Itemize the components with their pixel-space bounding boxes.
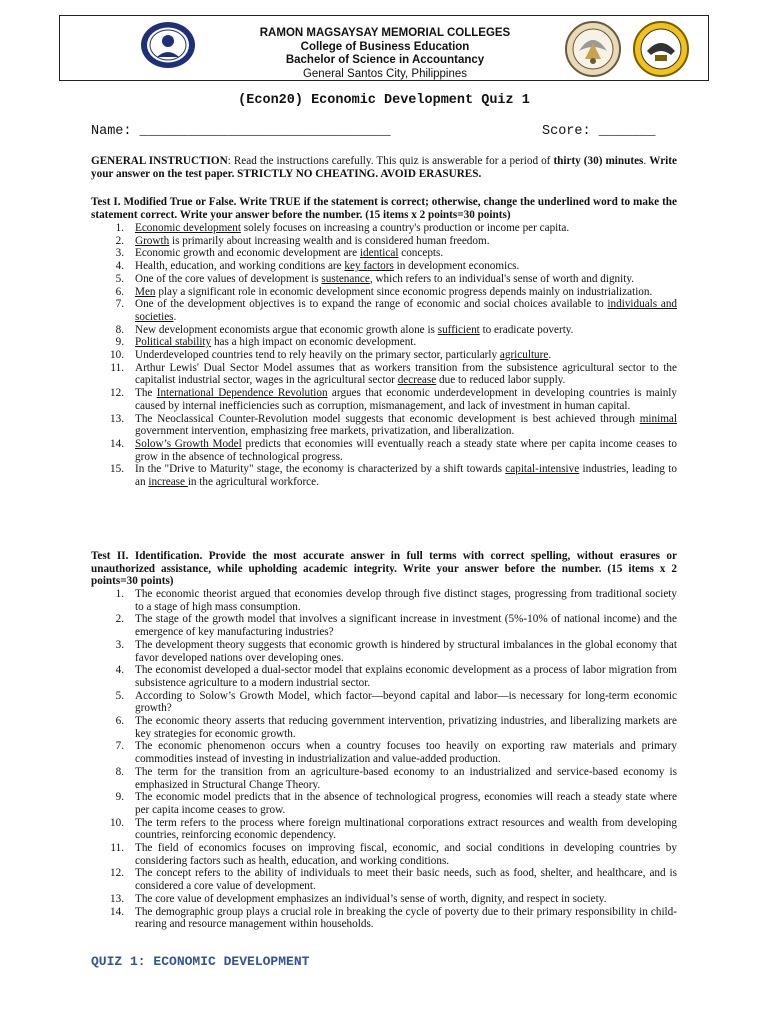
item-text: has a high impact on economic development. (211, 336, 417, 349)
item-text: The economic model predicts that in the absence of technological progress, economies will reach a steady state where per capita income ceases to grow. (135, 791, 677, 816)
test2-item (91, 867, 677, 892)
item-text: concepts. (398, 247, 444, 260)
program-name: Bachelor of Science in Accountancy (285, 54, 485, 66)
underlined-term: sufficient (437, 323, 480, 336)
letterhead-text (230, 27, 540, 81)
test2-item (91, 842, 677, 867)
business-education-seal-icon (629, 21, 693, 77)
name-score-line (91, 124, 681, 139)
item-text: One of the core values of development is (135, 272, 322, 285)
test1-item (91, 260, 677, 273)
letterhead (59, 15, 709, 81)
item-text: . (173, 310, 177, 323)
item-number: 15. (110, 463, 124, 476)
item-number: 9. (115, 791, 124, 804)
item-text: The concept refers to the ability of individuals to meet their basic needs, such as food, shelter, and healthcare, and is considered a core value of development. (135, 867, 677, 893)
item-text: argues that economic underdevelopment in developing countries is mainly caused by internal inefficiencies such as corruption, mismanagement, and lack of investment in human capital. (135, 387, 677, 412)
item-number: 8. (115, 323, 124, 336)
item-text: The economic theorist argued that economies develop through five distinct stages, progressing from traditional society to a stage of high mass consumption. (135, 588, 677, 613)
item-number: 6. (115, 715, 124, 728)
item-number: 6. (115, 285, 124, 298)
test2-item (91, 588, 677, 613)
item-text: solely focuses on increasing a country's production or income per capita. (240, 222, 570, 234)
item-number: 7. (115, 740, 124, 753)
item-number: 12. (110, 867, 124, 880)
item-text: The economic theory asserts that reducing government intervention, privatizing industries, and liberalizing markets are key strategies for economic growth. (135, 715, 677, 740)
test1-item (91, 387, 677, 412)
item-text: The core value of development emphasizes an individual’s sense of worth, dignity, and respect in society. (135, 892, 607, 905)
instruction-sep: . (643, 155, 650, 167)
item-text: One of the development objectives is to expand the range of economic and social choices available to (135, 298, 608, 311)
test1-item (91, 222, 677, 235)
item-number: 14. (110, 905, 124, 918)
item-text: Arthur Lewis' Dual Sector Model assumes that as workers transition from the subsistence agricultural sector to the capitalist industrial sector, wages in the agricultural sector (135, 361, 677, 387)
item-number: 3. (115, 638, 124, 651)
item-number: 9. (115, 336, 124, 349)
underlined-term: identical (359, 247, 399, 260)
test2-item (91, 906, 677, 931)
item-text: According to Solow’s Growth Model, which factor—beyond capital and labor—is necessary for long-term economic growth? (135, 689, 677, 715)
test2-item (91, 791, 677, 816)
item-text: In the "Drive to Maturity" stage, the economy is characterized by a shift towards (135, 463, 506, 476)
item-text: in the agricultural workforce. (187, 476, 319, 489)
item-text: industries, leading to an (135, 463, 677, 489)
item-number: 10. (110, 816, 124, 829)
item-number: 8. (115, 765, 124, 778)
item-text: The stage of the growth model that involves a significant increase in investment (5%-10% of national income) and the emergence of key manufacturing industries? (135, 613, 677, 639)
college-seal-icon (140, 21, 196, 69)
test2-item (91, 639, 677, 664)
score-field[interactable]: Score: _______ (542, 124, 656, 139)
test2-item (91, 766, 677, 791)
item-number: 13. (110, 412, 124, 425)
underlined-term: Political stability (135, 336, 212, 349)
underlined-term: capital-intensive (505, 463, 580, 476)
item-text: . (548, 349, 552, 362)
test1-heading: Test I. Modified True or False. Write TRUE if the statement is correct; otherwise, change the underlined word to make the statement correct. Write your answer before the number. (15 items x 2 points=30 points) (91, 196, 677, 221)
item-text: The economist developed a dual-sector model that explains economic development as a process of labor migration from subsistence agriculture to a modern industrial sector. (135, 664, 677, 689)
item-number: 1. (115, 588, 124, 600)
footer-title: QUIZ 1: ECONOMIC DEVELOPMENT (91, 954, 310, 969)
item-text: The (135, 387, 157, 400)
test2-item (91, 817, 677, 842)
item-text: Underdeveloped countries tend to rely heavily on the primary sector, particularly (135, 349, 500, 362)
test2-heading: Test II. Identification. Provide the most accurate answer in full terms with correct spelling, without erasures or unauthorized assistance, while upholding academic integrity. Write your answer before the number. (15 items x 2 points=30 points) (91, 550, 677, 588)
test2-item (91, 613, 677, 638)
underlined-term: International Dependence Revolution (156, 387, 328, 400)
underlined-term: sustenance (321, 272, 370, 285)
test1-item (91, 273, 677, 286)
accountancy-seal-icon (563, 21, 623, 77)
name-field[interactable]: Name: _______________________________ (91, 124, 391, 139)
college-name: College of Business Education (300, 40, 470, 53)
test2-item (91, 715, 677, 740)
item-number: 5. (115, 272, 124, 285)
item-number: 2. (115, 234, 124, 247)
test1-item (91, 247, 677, 260)
underlined-term: increase (148, 476, 188, 489)
item-text: Health, education, and working conditions are (135, 260, 345, 273)
item-text: is primarily about increasing wealth and is considered human freedom. (169, 234, 490, 247)
general-instruction (91, 155, 677, 180)
test1-item (91, 336, 677, 349)
item-text: due to reduced labor supply. (436, 374, 566, 387)
item-text: The field of economics focuses on improving fiscal, economic, and social conditions in developing countries by considering factors such as health, education, and working conditions. (135, 842, 677, 867)
item-text: The term for the transition from an agriculture-based economy to an industrialized and service-based economy is emphasized in Structural Change Theory. (135, 765, 677, 791)
item-number: 4. (115, 664, 124, 677)
item-number: 7. (115, 298, 124, 311)
test2-item (91, 893, 677, 906)
item-text: to eradicate poverty. (479, 323, 574, 336)
item-number: 11. (110, 361, 124, 374)
item-text: The economic phenomenon occurs when a country focuses too heavily on exporting raw materials and primary commodities instead of investing in industrialization and value-added production. (135, 740, 677, 766)
quiz-title: (Econ20) Economic Development Quiz 1 (238, 93, 530, 108)
test2-item (91, 664, 677, 689)
item-number: 14. (110, 437, 124, 450)
item-text: New development economists argue that economic growth alone is (135, 323, 438, 336)
item-text: play a significant role in economic development since economic progress depends mainly on industrialization. (155, 285, 653, 298)
school-location: General Santos City, Philippines (302, 67, 468, 80)
underlined-term: decrease (397, 374, 437, 387)
item-number: 12. (110, 387, 124, 400)
instruction-rules: Write your answer on the test paper. STRICTLY NO CHEATING. AVOID ERASURES. (91, 155, 677, 180)
test1-item (91, 349, 677, 362)
test1-item (91, 362, 677, 387)
item-text: , which refers to an individual's sense of worth and dignity. (369, 272, 635, 285)
item-text: The Neoclassical Counter-Revolution model suggests that economic development is best achieved through (135, 412, 640, 425)
test1-items (91, 222, 677, 489)
item-text: The term refers to the process where foreign multinational corporations extract resources and wealth from developing countries, reinforcing economic dependency. (135, 816, 677, 842)
school-name: RAMON MAGSAYSAY MEMORIAL COLLEGES (259, 27, 511, 39)
test1-item (91, 298, 677, 323)
item-text: The development theory suggests that economic growth is hindered by structural imbalances in the global economy that favor developed nations over developing ones. (135, 638, 677, 664)
test1-item (91, 235, 677, 248)
item-number: 11. (110, 842, 124, 855)
underlined-term: Men (135, 285, 156, 298)
test1-item (91, 438, 677, 463)
item-number: 4. (115, 260, 124, 273)
instruction-time: thirty (30) minutes (553, 155, 644, 167)
item-text: Economic growth and economic development are (135, 247, 360, 260)
test1-item (91, 463, 677, 488)
instruction-lead: GENERAL INSTRUCTION (91, 155, 228, 167)
underlined-term: Solow’s Growth Model (135, 437, 242, 450)
item-number: 5. (115, 689, 124, 702)
item-text: The demographic group plays a crucial role in breaking the cycle of poverty due to their primary responsibility in child-rearing and resource management within households. (135, 905, 677, 931)
test1-item (91, 324, 677, 337)
item-text: predicts that economies will eventually reach a steady state where per capita income ceases to grow in the absence of technological progress. (135, 437, 677, 463)
test2-items (91, 588, 677, 931)
test2-item (91, 740, 677, 765)
item-number: 1. (115, 222, 124, 234)
underlined-term: minimal (639, 412, 677, 425)
item-text: government intervention, emphasizing free markets, privatization, and liberalization. (135, 425, 515, 438)
item-number: 10. (110, 349, 124, 362)
item-number: 3. (115, 247, 124, 260)
test1-item (91, 413, 677, 438)
underlined-term: Economic development (135, 222, 241, 234)
test1-item (91, 286, 677, 299)
test2-item (91, 690, 677, 715)
underlined-term: Growth (135, 234, 170, 247)
underlined-term: key factors (344, 260, 394, 273)
item-number: 2. (115, 613, 124, 626)
underlined-term: agriculture (499, 349, 549, 362)
item-text: in development economics. (393, 260, 520, 273)
instruction-text: : Read the instructions carefully. This quiz is answerable for a period of (227, 155, 554, 167)
underlined-term: individuals and societies (135, 298, 678, 323)
item-number: 13. (110, 892, 124, 905)
